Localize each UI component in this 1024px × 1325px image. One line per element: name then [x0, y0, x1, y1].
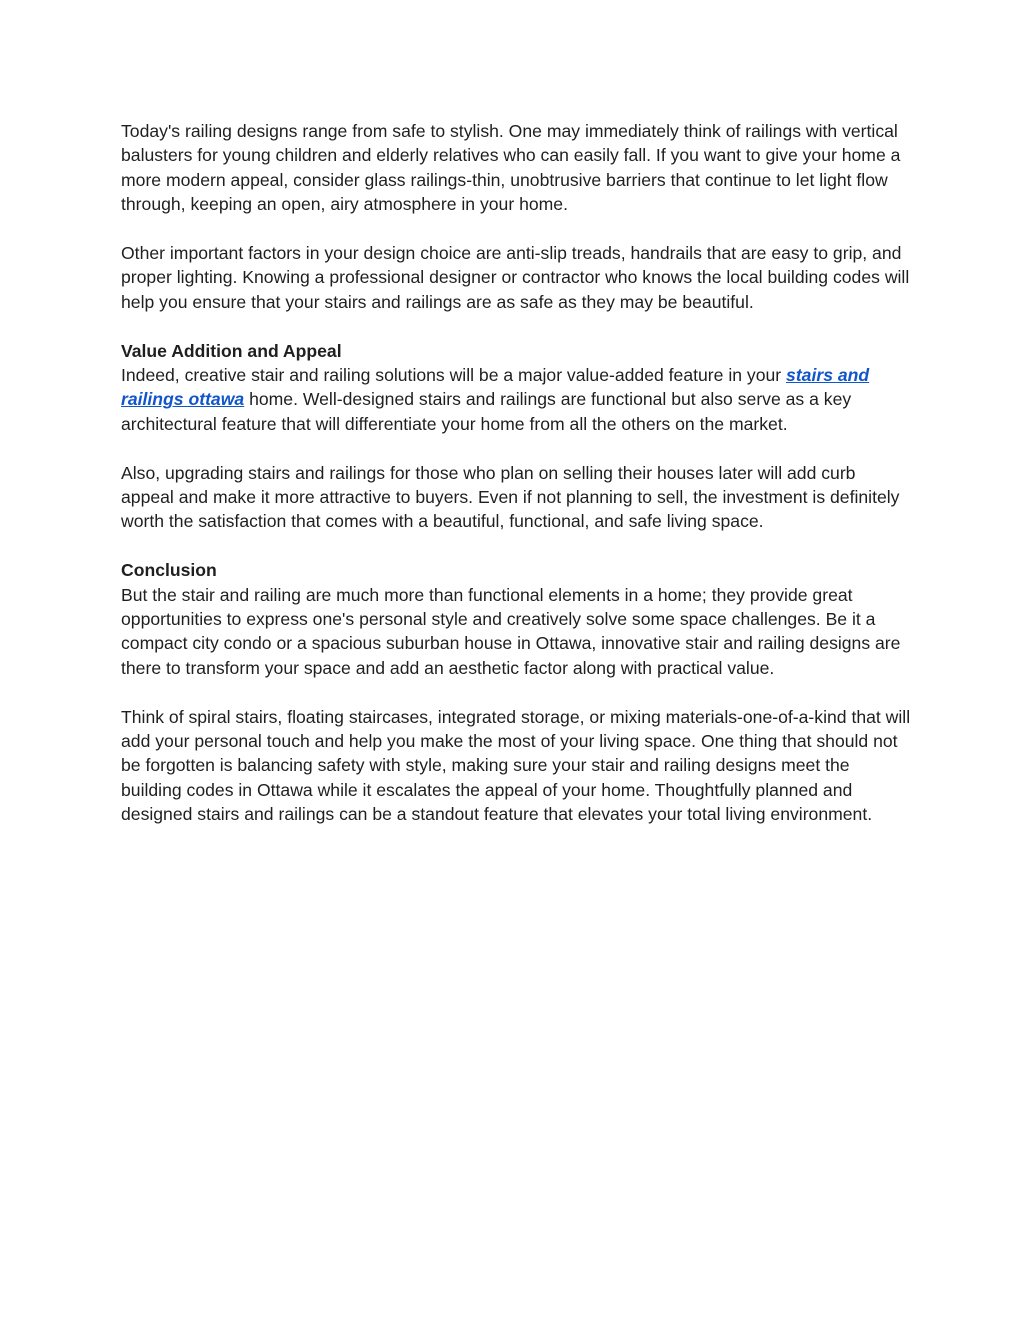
- heading-value-addition: Value Addition and Appeal: [121, 340, 342, 361]
- heading-conclusion: Conclusion: [121, 560, 217, 581]
- paragraph-railing-designs: Today's railing designs range from safe to stylish. One may immediately think of railings with vertical balusters for young children and elderly relatives who can easily fall. If you want to give your home a more modern appeal, consider glass railings-thin, unobtrusive barriers that continue to let light flow through, keeping an open, airy atmosphere in your home.: [121, 121, 901, 215]
- value-intro-continued-text: home. Well-designed stairs and railings are functional but also serve as a key architectural feature that will differentiate your home from all the others on the market.: [121, 389, 852, 434]
- paragraph-conclusion-ideas: Think of spiral stairs, floating staircases, integrated storage, or mixing materials-one-of-a-kind that will add your personal touch and help you make the most of your living space. One thing that should not be forgotten is balancing safety with style, making sure your stair and railing designs meet the building codes in Ottawa while it escalates the appeal of your home. Thoughtfully planned and designed stairs and railings can be a standout feature that elevates your total living environment.: [121, 706, 911, 825]
- stairs-railings-ottawa-link[interactable]: stairs and railings ottawa: [121, 365, 870, 410]
- paragraph-conclusion-intro: But the stair and railing are much more than functional elements in a home; they provide great opportunities to express one's personal style and creatively solve some space challenges. Be it a compact city condo or a spacious suburban house in Ottawa, innovative stair and railing designs are there to transform your space and add an aesthetic factor along with practical value.: [121, 584, 901, 678]
- document-page: [121, 119, 911, 851]
- value-intro-text: Indeed, creative stair and railing solutions will be a major value-added feature in your: [121, 365, 787, 386]
- paragraph-design-factors: Other important factors in your design choice are anti-slip treads, handrails that are easy to grip, and proper lighting. Knowing a professional designer or contractor who knows the local building codes will help you ensure that your stairs and railings are as safe as they may be beautiful.: [121, 243, 910, 312]
- paragraph-curb-appeal: Also, upgrading stairs and railings for those who plan on selling their houses later will add curb appeal and make it more attractive to buyers. Even if not planning to sell, the investment is definitely worth the satisfaction that comes with a beautiful, functional, and safe living space.: [121, 462, 900, 532]
- paragraph-value-intro: [121, 363, 911, 436]
